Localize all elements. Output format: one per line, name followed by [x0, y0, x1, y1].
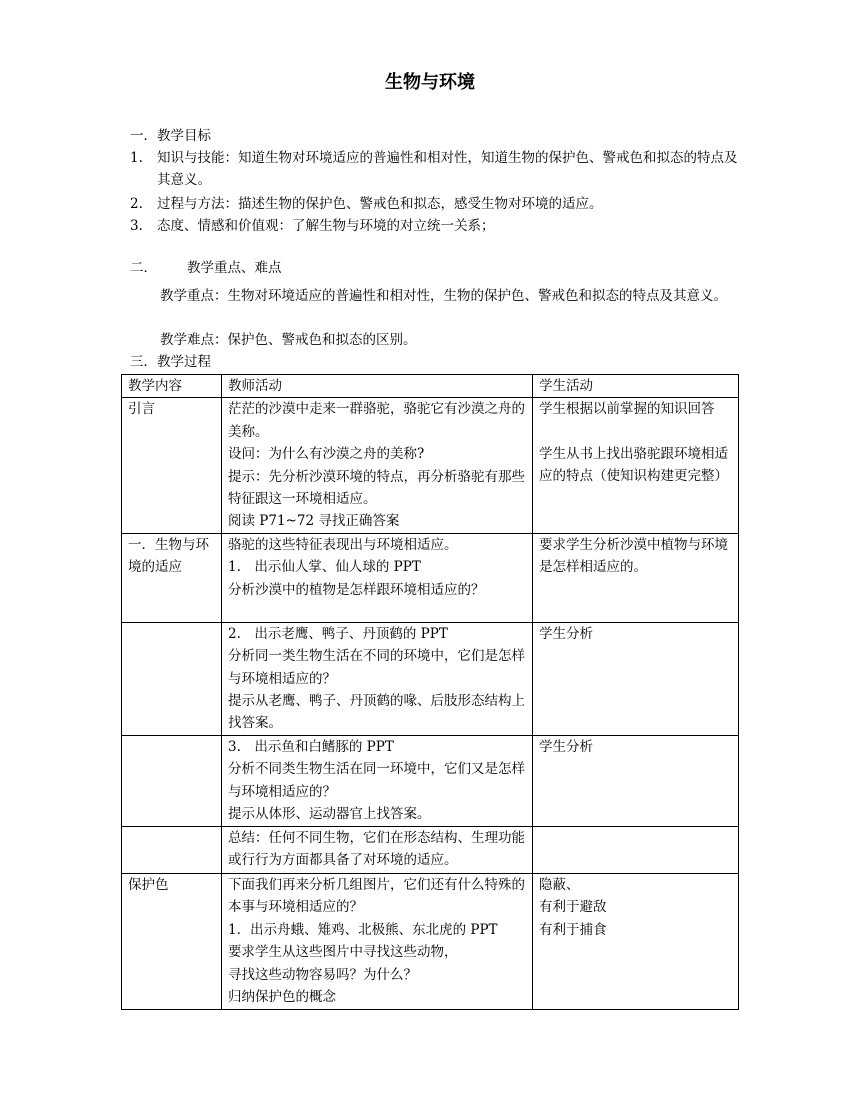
objective-number: 2.: [130, 196, 143, 212]
teacher-line: 寻找这些动物容易吗？为什么？: [228, 966, 417, 983]
content-cell: [122, 826, 222, 873]
teacher-line: 阅读 P71~72 寻找正确答案: [228, 513, 400, 530]
teacher-line: 归纳保护色的概念: [228, 988, 336, 1005]
teacher-line: 提示：先分析沙漠环境的特点，再分析骆驼有那些特征跟这一环境相适应。: [228, 468, 525, 508]
objective-text: 过程与方法：描述生物的保护色、警戒色和拟态，感受生物对环境的适应。: [157, 196, 603, 212]
header-cell: 学生活动: [533, 375, 739, 398]
content-cell: 保护色: [122, 873, 222, 1009]
objective-text: 知识与技能：知道生物对环境适应的普遍性和相对性，知道生物的保护色、警戒色和拟态的特点及其意义。: [157, 150, 738, 188]
section-2-title: 教学重点、难点: [187, 260, 282, 276]
table-row: [122, 533, 739, 622]
header-cell: 教师活动: [222, 375, 533, 398]
content-cell: 引言: [122, 398, 222, 533]
teacher-line: 下面我们再来分析几组图片，它们还有什么特殊的本事与环境相适应的？: [228, 876, 525, 916]
student-cell: [533, 735, 739, 826]
section-2-heading: [130, 257, 282, 279]
section-1-heading: 一．教学目标: [130, 128, 211, 144]
table-header-row: [122, 375, 739, 398]
table-row: [122, 735, 739, 826]
teacher-cell: [222, 735, 533, 826]
teacher-line: 总结：任何不同生物，它们在形态结构、生理功能或行行为方面都具备了对环境的适应。: [228, 829, 525, 869]
table-row: [122, 873, 739, 1009]
student-line: 学生从书上找出骆驼跟环境相适应的特点（使知识构建更完整）: [539, 445, 728, 485]
objective-number: 3.: [130, 218, 143, 234]
student-line: 学生分析: [539, 738, 593, 755]
student-cell: [533, 873, 739, 1009]
objective-number: 1.: [130, 150, 143, 166]
key-points: 教学重点：生物对环境适应的普遍性和相对性，生物的保护色、警戒色和拟态的特点及其意义。: [160, 288, 727, 304]
teacher-line: 提示从老鹰、鸭子、丹顶鹤的喙、后肢形态结构上找答案。: [228, 693, 525, 732]
student-cell: [533, 533, 739, 622]
teaching-process-table: [121, 374, 739, 1010]
student-cell: [533, 622, 739, 735]
objective-item: [130, 147, 740, 191]
student-line: 学生分析: [539, 625, 593, 642]
teacher-cell: [222, 533, 533, 622]
teacher-line: 要求学生从这些图片中寻找这些动物，: [228, 944, 458, 961]
teacher-line: 骆驼的这些特征表现出与环境相适应。: [228, 536, 458, 553]
objective-item: [130, 215, 740, 237]
teacher-line: 2. 出示老鹰、鸭子、丹顶鹤的 PPT: [228, 625, 448, 642]
student-line: 有利于避敌: [539, 899, 607, 916]
teacher-cell: [222, 826, 533, 873]
student-cell: [533, 398, 739, 533]
difficult-points: 教学难点：保护色、警戒色和拟态的区别。: [160, 332, 417, 348]
table-row: [122, 398, 739, 533]
student-line: 隐蔽、: [539, 876, 580, 893]
objective-item: [130, 193, 740, 215]
document-title: 生物与环境: [385, 72, 475, 93]
teacher-line: 分析不同类生物生活在同一环境中，它们又是怎样与环境相适应的？: [228, 761, 525, 800]
teacher-line: 1. 出示仙人掌、仙人球的 PPT: [228, 559, 421, 576]
table-row: [122, 622, 739, 735]
teacher-line: 分析沙漠中的植物是怎样跟环境相适应的？: [228, 581, 485, 598]
table-row: [122, 826, 739, 873]
teacher-cell: [222, 398, 533, 533]
student-line: 有利于捕食: [539, 921, 607, 938]
teacher-line: 茫茫的沙漠中走来一群骆驼，骆驼它有沙漠之舟的美称。: [228, 401, 525, 440]
teacher-line: 提示从体形、运动器官上找答案。: [228, 806, 431, 823]
section-3-heading: 三．教学过程: [130, 354, 211, 370]
section-2-number: 二．: [130, 260, 157, 276]
teacher-cell: [222, 622, 533, 735]
student-line: [539, 421, 732, 443]
teacher-line: 3. 出示鱼和白鳍豚的 PPT: [228, 738, 394, 755]
student-line: 学生根据以前掌握的知识回答: [539, 401, 715, 418]
header-cell: 教学内容: [122, 375, 222, 398]
student-cell: [533, 826, 739, 873]
teacher-line: 设问：为什么有沙漠之舟的美称?: [228, 446, 425, 463]
student-line: 要求学生分析沙漠中植物与环境是怎样相适应的。: [539, 536, 728, 576]
teacher-line: 1．出示舟蛾、雉鸡、北极熊、东北虎的 PPT: [228, 921, 498, 938]
content-cell: [122, 735, 222, 826]
teacher-line: 分析同一类生物生活在不同的环境中，它们是怎样与环境相适应的？: [228, 648, 525, 687]
content-cell: 一．生物与环境的适应: [122, 533, 222, 622]
teacher-cell: [222, 873, 533, 1009]
objective-text: 态度、情感和价值观：了解生物与环境的对立统一关系；: [157, 218, 495, 234]
content-cell: [122, 622, 222, 735]
